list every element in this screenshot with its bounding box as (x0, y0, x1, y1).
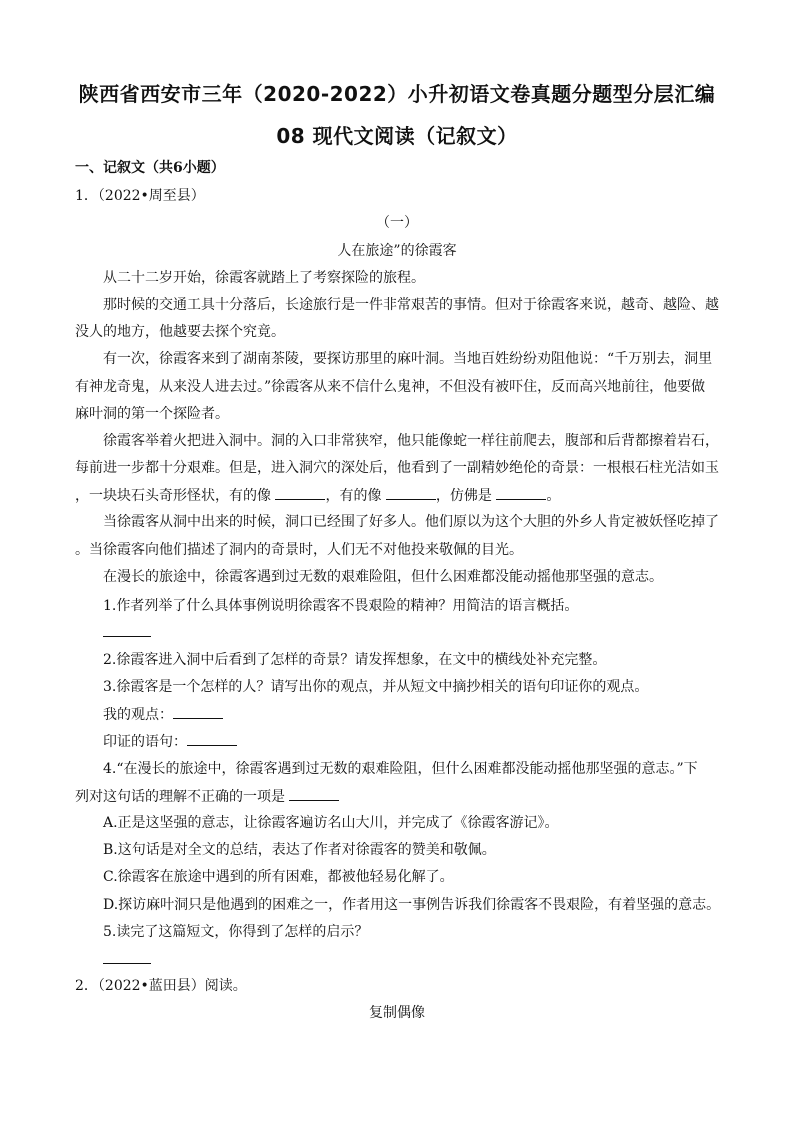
paragraph-line: 每前进一步都十分艰难。但是，进入洞穴的深处后，他看到了一副精妙绝伦的奇景：一根根石柱光洁如玉 (75, 460, 719, 476)
question-5: 5.读完了这篇短文，你得到了怎样的启示？ (103, 924, 369, 940)
fill-text: ，有的像 (325, 488, 382, 504)
q4-answer-blank[interactable] (289, 786, 339, 801)
document-title: 陕西省西安市三年（2020-2022）小升初语文卷真题分题型分层汇编 (78, 82, 716, 106)
question-4-text: 列对这句话的理解不正确的一项是 (75, 789, 285, 805)
paragraph-line: 。当徐霞客向他们描述了洞内的奇景时，人们无不对他投来敬佩的目光。 (75, 542, 523, 558)
question-2-source: 2．（2022•蓝田县）阅读。 (75, 978, 247, 994)
question-4-line (75, 786, 339, 807)
fill-text: ，一块块石头奇形怪状，有的像 (75, 488, 271, 504)
question-1: 1.作者列举了什么具体事例说明徐霞客不畏艰险的精神？用简洁的语言概括。 (103, 598, 579, 614)
quote-answer-blank[interactable] (187, 731, 237, 746)
paragraph-line: 麻叶洞的第一个探险者。 (75, 406, 229, 422)
fill-text: 。 (546, 488, 561, 504)
part-label: （一） (376, 215, 418, 231)
question-2: 2.徐霞客进入洞中后看到了怎样的奇景？请发挥想象，在文中的横线处补充完整。 (103, 652, 607, 668)
option-b: B.这句话是对全文的总结，表达了作者对徐霞客的赞美和敬佩。 (103, 842, 496, 858)
answer-blank-1[interactable] (275, 485, 325, 500)
quote-label: 印证的语句： (103, 734, 187, 750)
document-subtitle: 08 现代文阅读（记叙文） (276, 124, 518, 148)
answer-line[interactable] (103, 963, 151, 964)
paragraph-line: 那时候的交通工具十分落后，长途旅行是一件非常艰苦的事情。但对于徐霞客来说，越奇、越险、越 (103, 297, 719, 313)
answer-blank-3[interactable] (496, 485, 546, 500)
question-4-line: 4.“在漫长的旅途中，徐霞客遇到过无数的艰难险阻，但什么困难都没能动摇他那坚强的意志。”下 (103, 761, 698, 777)
paragraph-line: 没人的地方，他越要去探个究竟。 (75, 324, 285, 340)
section-heading: 一、记叙文（共6小题） (75, 160, 225, 176)
question-1-source: 1．（2022•周至县） (75, 188, 205, 204)
paragraph-line: 当徐霞客从洞中出来的时候，洞口已经围了好多人。他们原以为这个大胆的外乡人肯定被妖怪吃掉了 (103, 514, 719, 530)
paragraph-line: 有一次，徐霞客来到了湖南茶陵，要探访那里的麻叶洞。当地百姓纷纷劝阻他说：“千万别去，洞里 (103, 351, 713, 367)
paragraph-line: 有神龙奇鬼，从来没人进去过。”徐霞客从来不信什么鬼神，不但没有被吓住，反而高兴地前往，他要做 (75, 379, 706, 395)
option-c: C.徐霞客在旅途中遇到的所有困难，都被他轻易化解了。 (103, 869, 454, 885)
paragraph-line: 徐霞客举着火把进入洞中。洞的入口非常狭窄，他只能像蛇一样往前爬去，腹部和后背都擦着岩石， (103, 433, 719, 449)
question-3: 3.徐霞客是一个怎样的人？请写出你的观点，并从短文中摘抄相关的语句印证你的观点。 (103, 679, 649, 695)
question-3-quote (103, 731, 237, 752)
paragraph-line: 在漫长的旅途中，徐霞客遇到过无数的艰难险阻，但什么困难都没能动摇他那坚强的意志。 (103, 569, 663, 585)
option-a: A.正是这坚强的意志，让徐霞客遍访名山大川，并完成了《徐霞客游记》。 (103, 815, 559, 831)
option-d: D.探访麻叶洞只是他遇到的困难之一，作者用这一事例告诉我们徐霞客不畏艰险，有着坚强的意志。 (103, 897, 721, 913)
answer-line[interactable] (103, 636, 151, 637)
answer-blank-2[interactable] (386, 485, 436, 500)
question-2-title: 复制偶像 (369, 1005, 425, 1021)
story-title: 人在旅途”的徐霞客 (337, 243, 457, 259)
question-3-view (103, 704, 223, 725)
view-answer-blank[interactable] (173, 704, 223, 719)
view-label: 我的观点： (103, 707, 173, 723)
paragraph-line: 从二十二岁开始，徐霞客就踏上了考察探险的旅程。 (103, 270, 425, 286)
fill-text: ，仿佛是 (435, 488, 492, 504)
fill-in-line (75, 485, 560, 506)
